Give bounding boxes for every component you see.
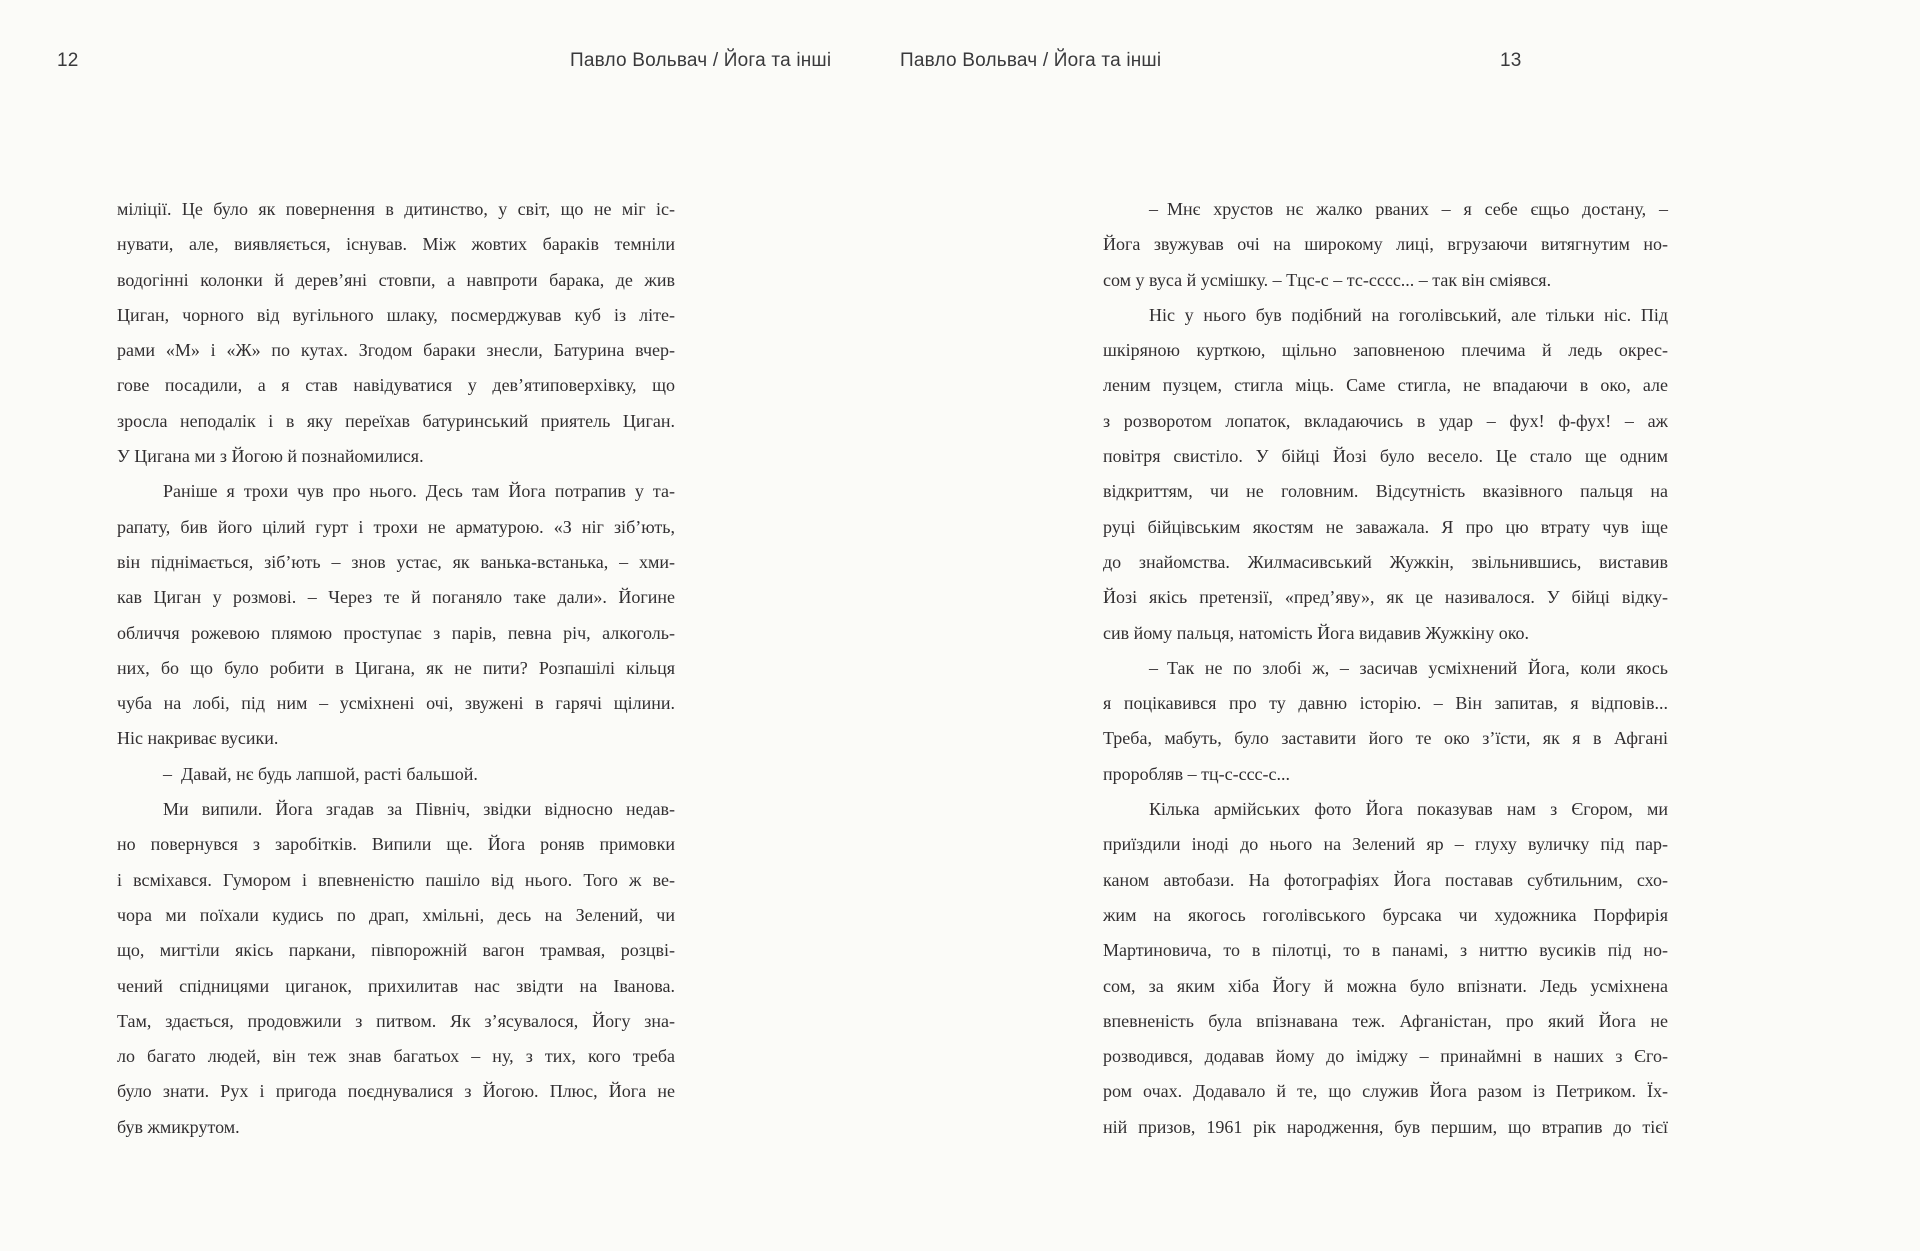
text-line: – Мнє хрустов нє жалко рваних – я себе єщьо достану, – bbox=[1149, 199, 1668, 219]
text-line: но повернувся з заробітків. Випили ще. Йога роняв примовки bbox=[117, 834, 675, 855]
text-line: зросла неподалік і в яку переїхав батуринський приятель Циган. bbox=[117, 410, 675, 431]
text-line: рами «М» і «Ж» по кутах. Згодом бараки знесли, Батурина вчер- bbox=[117, 340, 675, 361]
paragraph bbox=[1103, 298, 1668, 651]
text-line: впевненість була впізнавана теж. Афганістан, про який Йога не bbox=[1103, 1010, 1668, 1031]
text-column bbox=[117, 192, 675, 1145]
running-header: Павло Вольвач / Йога та інші bbox=[900, 50, 1162, 71]
text-line: жим на якогось гоголівського бурсака чи художника Порфирія bbox=[1103, 904, 1668, 925]
text-line: гове посадили, а я став навідуватися у дев’ятиповерхівку, що bbox=[117, 375, 675, 396]
text-line: сив йому пальця, натомість Йога видавив Жужкіну око. bbox=[1103, 622, 1530, 643]
text-line: руці бійцівським якостям не заважала. Я про цю втрату чув іще bbox=[1103, 516, 1668, 537]
text-line: розводився, додавав йому до іміджу – принаймні в наших з Єго- bbox=[1103, 1046, 1668, 1067]
text-line: нувати, але, виявляється, існував. Між жовтих бараків темніли bbox=[117, 234, 675, 255]
paragraph bbox=[1103, 192, 1668, 298]
text-line: – Давай, нє будь лапшой, расті бальшой. bbox=[163, 763, 478, 784]
running-header: Павло Вольвач / Йога та інші bbox=[570, 50, 832, 71]
text-line: повітря свистіло. У бійці Йозі було весело. Це стало ще одним bbox=[1103, 446, 1668, 467]
text-line: міліції. Це було як повернення в дитинство, у світ, що не міг іс- bbox=[117, 199, 675, 219]
paragraph bbox=[117, 792, 675, 1145]
text-line: відкриттям, чи не головним. Відсутність вказівного пальця на bbox=[1103, 481, 1668, 502]
text-line: сом у вуса й усмішку. – Тцс-с – тс-сссс... – так він сміявся. bbox=[1103, 269, 1552, 290]
text-line: рапату, бив його цілий гурт і трохи не арматурою. «З ніг зіб’ють, bbox=[117, 516, 675, 537]
text-line: Йога звужував очі на широкому лиці, вгрузаючи витягнутим но- bbox=[1103, 234, 1668, 255]
text-line: проробляв – тц-с-ссс-с... bbox=[1103, 763, 1291, 784]
paragraph bbox=[117, 192, 675, 474]
text-line: чора ми поїхали кудись по драп, хмільні, десь на Зелений, чи bbox=[117, 904, 675, 925]
paragraph bbox=[117, 757, 675, 792]
text-line: сом, за яким хіба Йогу й можна було впізнати. Ледь усміхнена bbox=[1103, 975, 1668, 996]
text-line: ром очах. Додавало й те, що служив Йога разом із Петриком. Їх- bbox=[1103, 1081, 1668, 1102]
text-line: леним пузцем, стигла міць. Саме стигла, не впадаючи в око, але bbox=[1103, 375, 1668, 396]
text-column bbox=[1103, 192, 1668, 1145]
text-line: чуба на лобі, під ним – усміхнені очі, звужені в гарячі щілини. bbox=[117, 693, 675, 714]
text-line: з розворотом лопаток, вкладаючись в удар – фух! ф-фух! – аж bbox=[1103, 410, 1668, 431]
page-number: 13 bbox=[1500, 50, 1522, 71]
text-line: Треба, мабуть, було заставити його те око з’їсти, як я в Афгані bbox=[1103, 728, 1668, 749]
text-line: я поцікавився про ту давню історію. – Він запитав, я відповів... bbox=[1103, 693, 1668, 714]
text-line: Ніс у нього був подібний на гоголівський, але тільки ніс. Під bbox=[1149, 304, 1668, 325]
text-line: шкіряною курткою, щільно заповненою плечима й ледь окрес- bbox=[1103, 340, 1668, 361]
text-line: Там, здається, продовжили з питвом. Як з’ясувалося, Йогу зна- bbox=[117, 1010, 675, 1031]
text-line: Йозі якісь претензії, «пред’яву», як це називалося. У бійці відку- bbox=[1103, 587, 1668, 608]
text-line: каном автобази. На фотографіях Йога поставав субтильним, схо- bbox=[1103, 869, 1668, 890]
text-line: і всміхався. Гумором і впевненістю пашіло від нього. Того ж ве- bbox=[117, 869, 675, 890]
text-line: Ми випили. Йога згадав за Північ, звідки відносно недав- bbox=[163, 799, 675, 820]
text-line: кав Циган у розмові. – Через те й поганяло таке дали». Йогине bbox=[117, 587, 675, 608]
text-line: він піднімається, зіб’ють – знов устає, як ванька-встанька, – хми- bbox=[117, 551, 675, 572]
paragraph bbox=[1103, 792, 1668, 1145]
text-line: водогінні колонки й дерев’яні стовпи, а навпроти барака, де жив bbox=[117, 269, 675, 290]
text-line: Мартиновича, то в пілотці, то в панамі, з ниттю вусиків під но- bbox=[1103, 940, 1668, 961]
text-line: що, мигтіли якісь паркани, півпорожній вагон трамвая, розцві- bbox=[117, 940, 675, 961]
page-number: 12 bbox=[57, 50, 79, 71]
text-line: них, бо що було робити в Цигана, як не пити? Розпашілі кільця bbox=[117, 657, 675, 678]
text-line: Циган, чорного від вугільного шлаку, посмерджував куб із літе- bbox=[117, 304, 675, 325]
text-line: був жмикрутом. bbox=[117, 1116, 240, 1137]
text-line: У Цигана ми з Йогою й познайомилися. bbox=[117, 446, 424, 467]
text-line: Ніс накриває вусики. bbox=[117, 728, 279, 749]
text-line: чений спідницями циганок, прихилитав нас звідти на Іванова. bbox=[117, 975, 675, 996]
text-line: обличчя рожевою плямою проступає з парів, певна річ, алкоголь- bbox=[117, 622, 675, 643]
text-line: було знати. Рух і пригода поєднувалися з Йогою. Плюс, Йога не bbox=[117, 1081, 675, 1102]
text-line: приїздили іноді до нього на Зелений яр – глуху вуличку під пар- bbox=[1103, 834, 1668, 855]
paragraph bbox=[117, 474, 675, 756]
paragraph bbox=[1103, 651, 1668, 792]
text-line: Раніше я трохи чув про нього. Десь там Йога потрапив у та- bbox=[163, 481, 675, 502]
text-line: до знайомства. Жилмасивський Жужкін, звільнившись, виставив bbox=[1103, 551, 1668, 572]
text-line: ло багато людей, він теж знав багатьох – ну, з тих, кого треба bbox=[117, 1046, 675, 1067]
text-line: – Так не по злобі ж, – засичав усміхнений Йога, коли якось bbox=[1149, 657, 1668, 678]
text-line: ній призов, 1961 рік народження, був першим, що втрапив до тієї bbox=[1103, 1116, 1668, 1137]
text-line: Кілька армійських фото Йога показував нам з Єгором, ми bbox=[1149, 799, 1668, 820]
